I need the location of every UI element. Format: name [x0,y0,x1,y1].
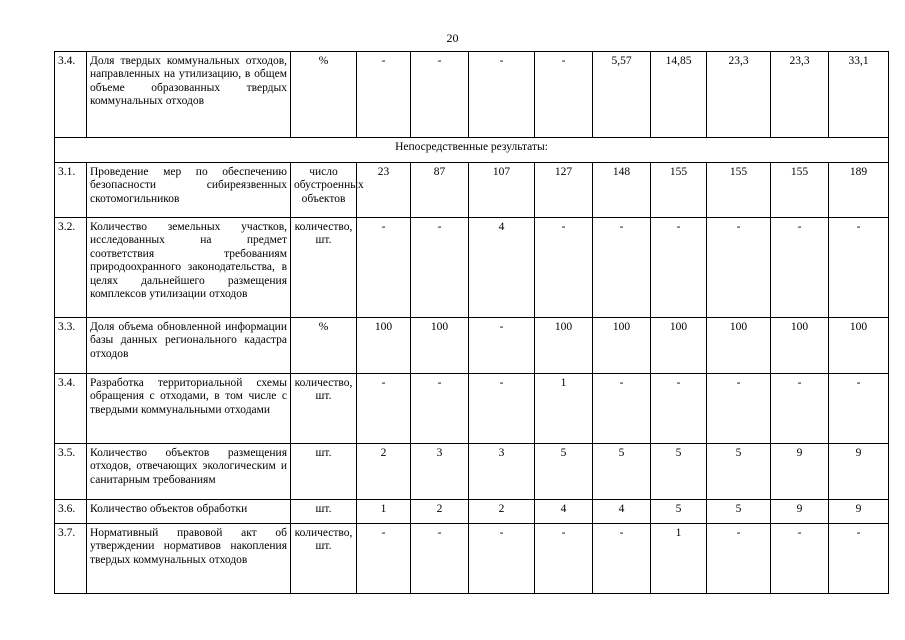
table-row [55,524,889,594]
indicator-name: Проведение мер по обеспечению безопасности сибиреязвенных скотомогильников [87,163,291,218]
table-row [55,52,889,138]
value-cell: 155 [651,163,707,218]
value-cell: - [357,218,411,318]
value-cell: - [535,218,593,318]
value-cell: - [357,524,411,594]
value-cell: - [771,218,829,318]
value-cell: 33,1 [829,52,889,138]
value-cell: 5 [707,444,771,500]
row-number: 3.3. [55,318,87,374]
value-cell: - [829,524,889,594]
value-cell: 127 [535,163,593,218]
value-cell: - [357,52,411,138]
value-cell: 3 [411,444,469,500]
value-cell: 4 [535,500,593,524]
value-cell: 2 [357,444,411,500]
value-cell: 189 [829,163,889,218]
value-cell: 5 [535,444,593,500]
indicator-unit: % [291,318,357,374]
value-cell: - [469,52,535,138]
table-row [55,444,889,500]
value-cell: 100 [771,318,829,374]
value-cell: 155 [771,163,829,218]
value-cell: - [535,52,593,138]
indicator-name: Количество земельных участков, исследованных на предмет соответствия требованиям природоохранного законодательства, в целях дальнейшего размещения комплексов утилизации отходов [87,218,291,318]
indicator-unit: шт. [291,444,357,500]
value-cell: 9 [829,444,889,500]
value-cell: - [593,524,651,594]
row-number: 3.1. [55,163,87,218]
table-row [55,318,889,374]
value-cell: - [771,374,829,444]
value-cell: 23,3 [707,52,771,138]
value-cell: 100 [651,318,707,374]
table-row [55,500,889,524]
value-cell: 100 [829,318,889,374]
value-cell: - [707,524,771,594]
value-cell: 5,57 [593,52,651,138]
table-body [55,52,889,594]
value-cell: 4 [593,500,651,524]
value-cell: - [771,524,829,594]
indicator-name: Нормативный правовой акт об утверждении нормативов накопления твердых коммунальных отходов [87,524,291,594]
row-number: 3.4. [55,52,87,138]
page-number: 20 [446,31,459,45]
value-cell: - [535,524,593,594]
value-cell: - [707,374,771,444]
row-number: 3.2. [55,218,87,318]
value-cell: 100 [357,318,411,374]
indicator-name: Доля твердых коммунальных отходов, направленных на утилизацию, в общем объеме образованных твердых коммунальных отходов [87,52,291,138]
indicator-unit: шт. [291,500,357,524]
indicators-table [54,51,889,594]
value-cell: 9 [829,500,889,524]
value-cell: - [469,318,535,374]
value-cell: - [829,218,889,318]
value-cell: 5 [707,500,771,524]
value-cell: 1 [357,500,411,524]
indicator-unit: % [291,52,357,138]
value-cell: 2 [469,500,535,524]
row-number: 3.4. [55,374,87,444]
value-cell: - [411,374,469,444]
value-cell: - [411,218,469,318]
value-cell: - [651,218,707,318]
indicator-name: Количество объектов размещения отходов, отвечающих экологическим и санитарным требованиям [87,444,291,500]
indicator-name: Доля объема обновленной информации базы данных регионального кадастра отходов [87,318,291,374]
value-cell: 5 [593,444,651,500]
value-cell: 87 [411,163,469,218]
table-row [55,374,889,444]
table-row [55,163,889,218]
value-cell: 100 [707,318,771,374]
row-number: 3.5. [55,444,87,500]
value-cell: - [411,524,469,594]
value-cell: 107 [469,163,535,218]
value-cell: 155 [707,163,771,218]
indicator-unit: количество, шт. [291,218,357,318]
section-header: Непосредственные результаты: [55,138,889,163]
value-cell: 23 [357,163,411,218]
value-cell: 4 [469,218,535,318]
value-cell: 2 [411,500,469,524]
table-row [55,218,889,318]
row-number: 3.6. [55,500,87,524]
value-cell: - [707,218,771,318]
value-cell: 1 [535,374,593,444]
value-cell: 5 [651,500,707,524]
value-cell: 9 [771,500,829,524]
value-cell: - [469,524,535,594]
indicator-unit: количество, шт. [291,374,357,444]
value-cell: - [469,374,535,444]
indicator-name: Количество объектов обработки [87,500,291,524]
value-cell: 3 [469,444,535,500]
value-cell: 1 [651,524,707,594]
value-cell: - [593,374,651,444]
value-cell: 23,3 [771,52,829,138]
value-cell: - [593,218,651,318]
row-number: 3.7. [55,524,87,594]
value-cell: 9 [771,444,829,500]
value-cell: 100 [411,318,469,374]
value-cell: - [357,374,411,444]
indicator-unit: число обустроенных объектов [291,163,357,218]
indicator-name: Разработка территориальной схемы обращения с отходами, в том числе с твердыми коммунальными отходами [87,374,291,444]
value-cell: - [829,374,889,444]
value-cell: 5 [651,444,707,500]
value-cell: - [651,374,707,444]
value-cell: 14,85 [651,52,707,138]
value-cell: 148 [593,163,651,218]
value-cell: 100 [593,318,651,374]
value-cell: 100 [535,318,593,374]
indicator-unit: количество, шт. [291,524,357,594]
section-header-row [55,138,889,163]
value-cell: - [411,52,469,138]
